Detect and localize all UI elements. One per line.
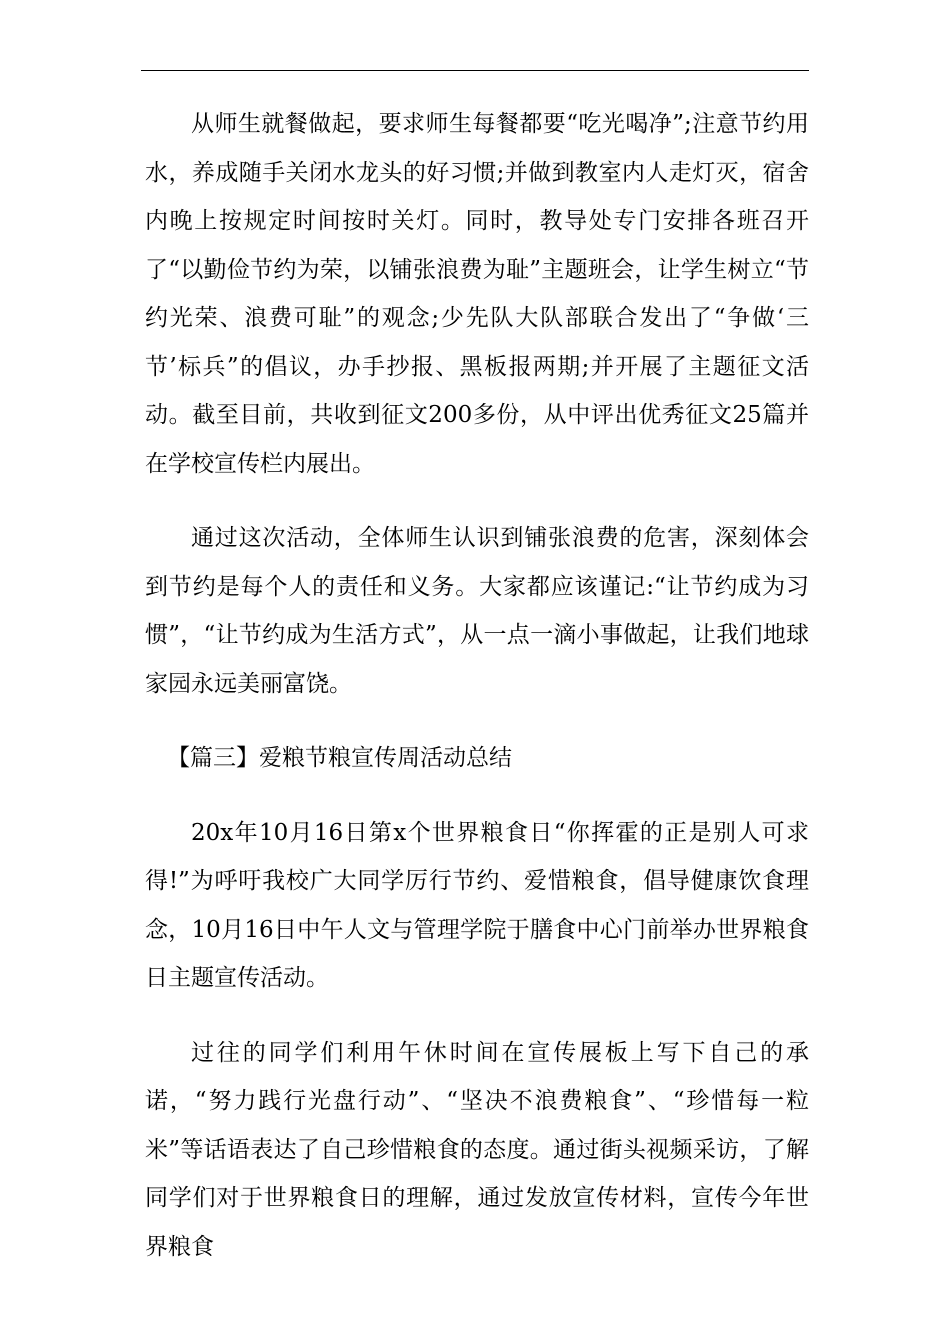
paragraph-student-pledges: 过往的同学们利用午休时间在宣传展板上写下自己的承诺，“努力践行光盘行动”、“坚决不浪费粮食”、“珍惜每一粒米”等话语表达了自己珍惜粮食的态度。通过街头视频采访，了解同学们对于世界粮食日的理解，通过发放宣传材料，宣传今年世界粮食 xyxy=(145,1039,809,1260)
paragraph-activity-outcome: 通过这次活动，全体师生认识到铺张浪费的危害，深刻体会到节约是每个人的责任和义务。大家都应该谨记:“让节约成为习惯”，“让节约成为生活方式”，从一点一滴小事做起，让我们地球家园永远美丽富饶。 xyxy=(145,525,809,697)
paragraph-conservation-measures: 从师生就餐做起，要求师生每餐都要“吃光喝净”;注意节约用水，养成随手关闭水龙头的好习惯;并做到教室内人走灯灭，宿舍内晚上按规定时间按时关灯。同时，教导处专门安排各班召开了“以勤俭节约为荣，以铺张浪费为耻”主题班会，让学生树立“节约光荣、浪费可耻”的观念;少先队大队部联合发出了“争做‘三节’标兵”的倡议，办手抄报、黑板报两期;并开展了主题征文活动。截至目前，共收到征文200多份，从中评出优秀征文25篇并在学校宣传栏内展出。 xyxy=(145,111,809,477)
paragraph-world-food-day: 20x年10月16日第x个世界粮食日“你挥霍的正是别人可求得!”为呼吁我校广大同学厉行节约、爱惜粮食，倡导健康饮食理念，10月16日中午人文与管理学院于膳食中心门前举办世界粮食日主题宣传活动。 xyxy=(145,819,809,991)
document-body xyxy=(145,100,809,1297)
header-rule xyxy=(141,70,809,71)
section-heading: 【篇三】爱粮节粮宣传周活动总结 xyxy=(167,745,512,771)
